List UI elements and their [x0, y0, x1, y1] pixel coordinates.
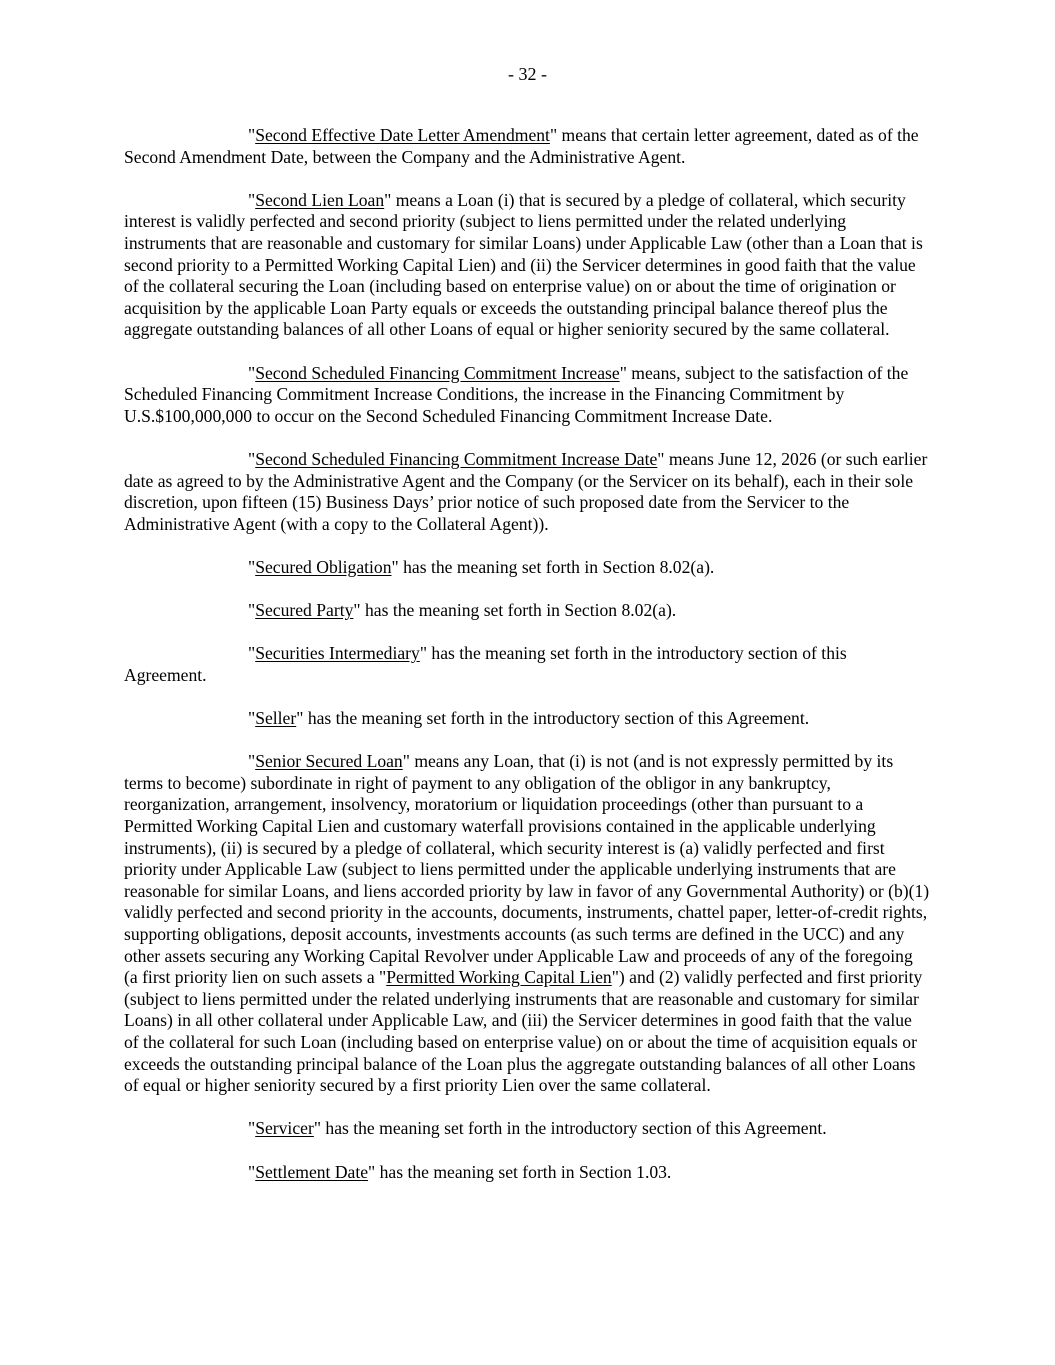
- definition-text: " has the meaning set forth in Section 1.03.: [368, 1161, 672, 1182]
- definition-paragraph: "Settlement Date" has the meaning set forth in Section 1.03.: [248, 1161, 672, 1182]
- defined-term-inline: Permitted Working Capital Lien: [386, 967, 612, 988]
- definition-paragraph: "Seller" has the meaning set forth in the introductory section of this Agreement.: [248, 708, 810, 729]
- definition-text: " means that certain letter agreement, dated as of the Second Amendment Date, between the Company and the Administrative Agent.: [124, 125, 919, 167]
- definition-text: " means a Loan (i) that is secured by a pledge of collateral, which security interest is validly perfected and second priority (subject to liens permitted under the related underlying instruments that are reasonable and customary for similar Loans) under Applicable Law (other than a Loan that is second priority to a Permitted Working Capital Lien) and (ii) the Servicer determines in good faith that the value of the collateral securing the Loan (including based on enterprise value) on or about the time of origination or acquisition by the applicable Loan Party equals or exceeds the outstanding principal balance thereof plus the aggregate outstanding balances of all other Loans of equal or higher seniority secured by the same collateral.: [124, 189, 923, 340]
- definition-paragraph: "Servicer" has the meaning set forth in the introductory section of this Agreement.: [248, 1118, 827, 1139]
- definition-text: " has the meaning set forth in the introductory section of this Agreement.: [313, 1118, 827, 1139]
- definition-paragraph: "Secured Party" has the meaning set forth in Section 8.02(a).: [248, 600, 677, 621]
- definition-paragraph: "Senior Secured Loan" means any Loan, that (i) is not (and is not expressly permitted by its terms to become) subordinate in right of payment to any obligation of the obligor in any bankruptcy, reorganization, arrangement, insolvency, moratorium or liquidation proceedings (other than pursuant to a Permitted Working Capital Lien and customary waterfall provisions contained in the applicable underlying instruments), (ii) is secured by a pledge of collateral, which security interest is (a) validly perfected and first priority under Applicable Law (subject to liens permitted under the applicable underlying instruments that are reasonable for similar Loans, and liens accorded priority by law in favor of any Governmental Authority) or (b)(1) validly perfected and second priority in the accounts, documents, instruments, chattel paper, letter-of-credit rights, supporting obligations, deposit accounts, investments accounts (as such terms are defined in the UCC) and any other assets securing any Working Capital Revolver under Applicable Law and proceeds of any of the foregoing (a first priority lien on such assets a "Permitted Working Capital Lien") and (2) validly perfected and first priority (subject to liens permitted under the related underlying instruments that are reasonable and customary for similar Loans) in all other collateral under Applicable Law, and (iii) the Servicer determines in good faith that the value of the collateral for such Loan (including based on enterprise value) on or about the time of acquisition equals or exceeds the outstanding principal balance of the Loan plus the aggregate outstanding balances of all other Loans of equal or higher seniority secured by a first priority Lien over the same collateral.: [124, 751, 930, 1096]
- defined-term: Servicer: [255, 1118, 314, 1139]
- defined-term: Settlement Date: [255, 1161, 369, 1182]
- page-number: - 32 -: [508, 64, 547, 84]
- defined-term: Second Effective Date Letter Amendment: [255, 125, 550, 145]
- defined-term: Secured Party: [255, 600, 354, 621]
- defined-term: Senior Secured Loan: [255, 751, 403, 772]
- defined-term: Second Scheduled Financing Commitment Increase: [255, 362, 620, 383]
- definitions-list: [124, 125, 930, 1205]
- definition-text: " has the meaning set forth in Section 8.02(a).: [353, 600, 677, 621]
- definition-paragraph: "Second Lien Loan" means a Loan (i) that is secured by a pledge of collateral, which security interest is validly perfected and second priority (subject to liens permitted under the related underlying instruments that are reasonable and customary for similar Loans) under Applicable Law (other than a Loan that is second priority to a Permitted Working Capital Lien) and (ii) the Servicer determines in good faith that the value of the collateral securing the Loan (including based on enterprise value) on or about the time of origination or acquisition by the applicable Loan Party equals or exceeds the outstanding principal balance thereof plus the aggregate outstanding balances of all other Loans of equal or higher seniority secured by the same collateral.: [124, 189, 923, 340]
- defined-term: Second Lien Loan: [255, 189, 385, 210]
- defined-term: Secured Obligation: [255, 556, 392, 577]
- definition-text-continued: ") and (2) validly perfected and first priority (subject to liens permitted under the related underlying instruments that are reasonable and customary for similar Loans) in all other collateral under Applicable Law, and (iii) the Servicer determines in good faith that the value of the collateral for such Loan (including based on enterprise value) on or about the time of acquisition equals or exceeds the outstanding principal balance of the Loan plus the aggregate outstanding balances of all other Loans of equal or higher seniority secured by a first priority Lien over the same collateral.: [124, 967, 923, 1096]
- defined-term: Seller: [255, 708, 297, 729]
- defined-term: Second Scheduled Financing Commitment Increase Date: [255, 448, 658, 469]
- definition-text: " means June 12, 2026 (or such earlier date as agreed to by the Administrative Agent and the Company (or the Servicer on its behalf), each in their sole discretion, upon fifteen (15) Business Days’ prior notice of such proposed date from the Servicer to the Administrative Agent (with a copy to the Collateral Agent)).: [124, 448, 928, 534]
- definition-paragraph: "Second Effective Date Letter Amendment" means that certain letter agreement, dated as of the Second Amendment Date, between the Company and the Administrative Agent.: [124, 125, 919, 167]
- definition-text: " has the meaning set forth in the introductory section of this Agreement.: [124, 643, 847, 685]
- definition-text: " means, subject to the satisfaction of the Scheduled Financing Commitment Increase Conditions, the increase in the Financing Commitment by U.S.$100,000,000 to occur on the Second Scheduled Financing Commitment Increase Date.: [124, 362, 909, 426]
- definition-paragraph: "Securities Intermediary" has the meaning set forth in the introductory section of this Agreement.: [124, 643, 847, 685]
- definition-text: " means any Loan, that (i) is not (and is not expressly permitted by its terms to become) subordinate in right of payment to any obligation of the obligor in any bankruptcy, reorganization, arrangement, insolvency, moratorium or liquidation proceedings (other than pursuant to a Permitted Working Capital Lien and customary waterfall provisions contained in the applicable underlying instruments), (ii) is secured by a pledge of collateral, which security interest is (a) validly perfected and first priority under Applicable Law (subject to liens permitted under the applicable underlying instruments that are reasonable for similar Loans, and liens accorded priority by law in favor of any Governmental Authority) or (b)(1) validly perfected and second priority in the accounts, documents, instruments, chattel paper, letter-of-credit rights, supporting obligations, deposit accounts, investments accounts (as such terms are defined in the UCC) and any other assets securing any Working Capital Revolver under Applicable Law and proceeds of any of the foregoing (a first priority lien on such assets a ": [124, 751, 930, 988]
- definition-text: " has the meaning set forth in the introductory section of this Agreement.: [296, 708, 810, 729]
- defined-term: Securities Intermediary: [255, 643, 420, 664]
- definition-paragraph: "Second Scheduled Financing Commitment Increase Date" means June 12, 2026 (or such earlier date as agreed to by the Administrative Agent and the Company (or the Servicer on its behalf), each in their sole discretion, upon fifteen (15) Business Days’ prior notice of such proposed date from the Servicer to the Administrative Agent (with a copy to the Collateral Agent)).: [124, 448, 928, 534]
- definition-paragraph: "Secured Obligation" has the meaning set forth in Section 8.02(a).: [248, 556, 715, 577]
- definition-text: " has the meaning set forth in Section 8.02(a).: [391, 556, 715, 577]
- definition-paragraph: "Second Scheduled Financing Commitment Increase" means, subject to the satisfaction of the Scheduled Financing Commitment Increase Conditions, the increase in the Financing Commitment by U.S.$100,000,000 to occur on the Second Scheduled Financing Commitment Increase Date.: [124, 362, 909, 426]
